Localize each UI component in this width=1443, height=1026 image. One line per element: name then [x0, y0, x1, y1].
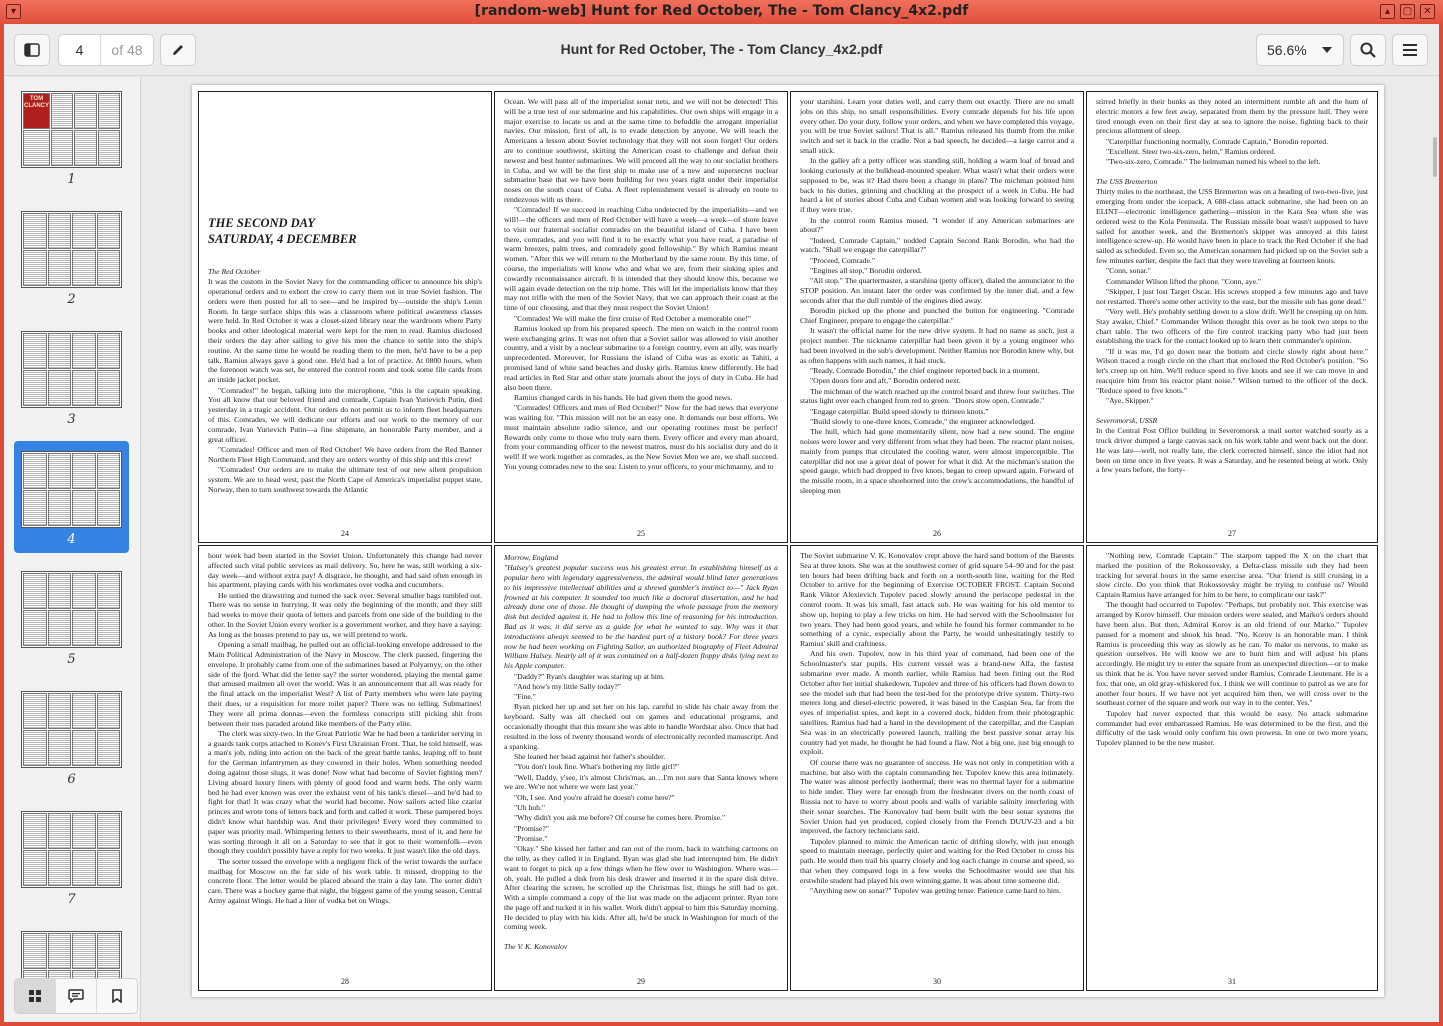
- paragraph: Thirty miles to the northeast, the USS Bremerton was on a heading of two-two-five, just emerging from under the icepack. A 688-class attack submarine, she had been on an ELINT—electronic intelligence gathering—mission in the Kara Sea when she was ordered west to the Kola Peninsula. The Russian missile boat wasn't supposed to have sailed for another week, and the Bremerton's skipper was annoyed at this latest intelligence screw-up. He would have been in place to track the Red October if she had sailed as scheduled. Even so, the American sonarmen had picked up on the Soviet sub a few minutes earlier, despite the fact that they were traveling at fourteen knots.: [1096, 187, 1368, 265]
- paragraph: "And how's my little Sally today?": [514, 681, 621, 691]
- page-number: 27: [1228, 529, 1236, 539]
- paragraph: "Promise?": [514, 823, 549, 833]
- paragraph: "Comrades! If we succeed in reaching Cuba undetected by the imperialists—and we will!—the officers and men of Red October will have a week—a week—of shore leave to visit our fraternal socialist comrades on the beautiful island of Cuba. I have been there, comrades, and you will find it to be exactly what you have read, a paradise of warm breezes, palm trees, and comradely good fellowship." By which Ramius meant women. "After this we will return to the Motherland by the same route. By this time, of course, the imperialists will know who and what we are, from their sinking spies and cowardly reconnaissance aircraft. It is intended that they should know this, because we will again evade detection on the trip home. This will let the imperialists know that they may not trifle with the men of the Soviet Navy, that we can approach their coast at the time of our choosing, and that they must respect the Soviet Union!: [504, 205, 778, 313]
- thumbnail-page-5[interactable]: [14, 561, 129, 673]
- thumbnail-label: 3: [67, 412, 76, 427]
- paragraph: "Conn, sonar.": [1106, 266, 1151, 276]
- thumbnails-view-button[interactable]: [15, 979, 56, 1013]
- paragraph: Ocean. We will pass all of the imperialist sonar nets, and we will not be detected! This will be a true test of our submarine and his capabilities. Our own ships will engage in a major exercise to locate us and at the same time to befuddle the arrogant imperialist navies. Our mission, first of all, is to evade detection by anyone. We will teach the Americans a lesson about Soviet technology that they will not soon forget! Our orders are to continue southwest, skirting the American coast to challenge and defeat their newest and best hunter submarines. We will proceed all the way to our socialist brothers in Cuba, and we will be the first ship to make use of a new and supersecret nuclear submarine base that we have been building for two years right under their imperialist noses on the south coast of Cuba. A fleet replenishment vessel is already en route to rendezvous with us there.: [504, 97, 778, 204]
- paragraph: "Comrades! We will make the first cruise of Red October a memorable one!": [514, 313, 751, 323]
- document-viewer[interactable]: [142, 77, 1439, 1022]
- sidebar-icon: [24, 43, 40, 57]
- bookmark-icon: [111, 989, 123, 1003]
- thumbnail-image: [21, 571, 122, 648]
- annotate-button[interactable]: [160, 34, 196, 66]
- paragraph: The clerk was sixty-two. In the Great Patriotic War he had been a tankrider serving in a guards tank corps attached to Konev's First Ukrainian Front. That, he told himself, was a man's job, riding into action on the back of the great battle tanks, leaping off to hunt for the German infantrymen as they cowered in their holes. When something needed doing against those slugs, it was done! Now what had become of Soviet fighting men? Living aboard luxury liners with plenty of good food and warm beds. The only warm bed he had ever known was over the exhaust vent of his tank's diesel—and he'd had to fight for that! It was crazy what the world had become. Now sailors acted like czarist princes and wrote tons of letters back and forth and called it work. These pampered boys didn't know what hardship was. And their privileges! Every word they committed to paper was priority mail. Whimpering letters to their sweethearts, most of it, and here he was sorting through it all on a Saturday to see that it got to their womenfolk—even though they couldn't possibly have a reply for two weeks. It just wasn't like the old days.: [208, 728, 482, 856]
- paragraph: Of course there was no guarantee of success. He was not only in competition with a machine, but also with the captain commanding her. Tupolev knew this area intimately. The water was almost perfectly isothermal; there was no thermal layer for a submarine to hide under. They were far enough from the freshwater rivers on the north coast of Russia not to have to worry about pools and walls of variable salinity interfering with their sonar searches. The Konovalov had been built with the best sonar systems the Soviet Union had yet produced, copied closely from the French DUUV-23 and a bit improved, the factory technicians said.: [800, 757, 1074, 836]
- paragraph: Tupolev had never expected that this would be easy. No attack submarine commander had ever embarrassed Ramius. He was determined to be the first, and the difficulty of the task would only confirm his own prowess. In one or two more years, Tupolev planned to be the new master.: [1096, 708, 1368, 748]
- paragraph: "Nothing new, Comrade Captain." The starpom tapped the X on the chart that marked the position of the Rokossovsky, a Delta-class missile sub they had been tracking for several hours in the same exercise area. "Our friend is still cruising in a slow circle. Do you think that Rokossovsky might be trying to confuse us? Would Captain Ramius have arranged for him to be here, to complicate our task?": [1096, 551, 1368, 600]
- paragraph: stirred briefly in their bunks as they noted an intermittent rumble aft and the hum of electric motors a few feet away, separated from them by the pressure hull. They were tired enough even on their first day at sea to ignore the noise, fighting back to their precious allotment of sleep.: [1096, 97, 1368, 136]
- paragraph: "Okay." She kissed her father and ran out of the room, back to watching cartoons on the telly, as they called it in England. Ryan was glad she had interrupted him. He didn't want to forget to pick up a few things when he flew over to Washington. Where was—oh, yeah. He pulled a disk from his desk drawer and inserted it in the spare disk drive. After clearing the screen, he scrolled up the Christmas list, things he still had to get. With a simple command a copy of the list was made on the adjacent printer. Ryan tore the page off and tucked it in his wallet. Work didn't appeal to him this Saturday morning. He decided to play with his kids. After all, he'd be stuck in Washington for much of the coming week.: [504, 844, 778, 932]
- maximize-button[interactable]: ▢: [1400, 4, 1415, 19]
- thumbnail-label: 4: [67, 532, 76, 547]
- paragraph: "Aye, Skipper.": [1106, 396, 1154, 406]
- paragraph: "Ready, Comrade Borodin," the chief engineer reported back in a moment.: [810, 366, 1040, 376]
- paragraph: Ryan picked her up and set her on his lap, careful to slide his chair away from the keyboard. Sally was all checked out on games and educational programs, and occasionally thought that this meant she was able to handle Wordstar also. Once that had resulted in the loss of twenty thousand words of electronically recorded manuscript. And a spanking.: [504, 702, 778, 751]
- pdf-page-30: [790, 545, 1084, 991]
- thumbnail-label: 1: [67, 172, 76, 187]
- paragraph: He untied the drawstring and turned the sack over. Several smaller bags tumbled out. There was no sense in hurrying. It was only the beginning of the month, and they still had weeks to move their quota of letters and parcels from one side of the building to the other. In the Soviet Union every worker is a government worker, and they have a saying: As long as the bosses pretend to pay us, we will pretend to work.: [208, 590, 482, 639]
- search-button[interactable]: [1350, 34, 1386, 66]
- paragraph: "Build slowly to one-three knots, Comrade," the engineer acknowledged.: [810, 417, 1036, 426]
- paragraph: Commander Wilson lifted the phone. "Conn, aye.": [1106, 276, 1262, 286]
- paragraph: "Why didn't you ask me before? Of course he comes here. Promise.": [514, 813, 726, 823]
- paragraph: Opening a small mailbag, he pulled out an official-looking envelope addressed to the Main Political Administration of the Navy in Moscow. The clerk paused, fingering the envelope. It probably came from one of the submarines based at Polyarnyy, on the other side of the fjord. What did the letter say? the sorter wondered, playing the mental game that amused mailmen all over the world. Was it an announcement that all was ready for the final attack on the imperialist West? A list of Party members who were late paying their dues, or a requisition for more toilet paper? There was no telling. Submarines! They were all prima donnas—even the formless conscripts still picking shit from between their toes paraded around like members of the Party elite.: [208, 640, 482, 728]
- paragraph: "Anything new on sonar?" Tupolev was getting tense. Patience came hard to him.: [810, 886, 1061, 896]
- thumbnail-page-3[interactable]: [14, 321, 129, 433]
- grid-icon: [28, 989, 42, 1003]
- thumbnail-image: [21, 331, 122, 408]
- thumbnail-image: [21, 691, 122, 768]
- pdf-page-29: [494, 545, 788, 991]
- section-heading: Severomorsk, USSR: [1096, 415, 1158, 425]
- paragraph: The michman of the watch reached up the control board and threw four switches. The status light over each changed from red to green. "Doors stow open, Comrade.": [800, 386, 1074, 406]
- paragraph: "If it was me, I'd go down near the bottom and circle slowly right about here." Wilson traced a rough circle on the chart that enclosed the Red October's position. "So let's creep up on him. We'll reduce speed to five knots and see if we can move in and reacquire him from his reactor plant noise." Wilson turned to the officer of the deck. "Reduce speed to five knots.": [1096, 346, 1368, 395]
- minimize-button[interactable]: ▴: [1380, 4, 1395, 19]
- section-heading: Morrow, England: [504, 553, 559, 562]
- window-title: [random-web] Hunt for Red October, The - Tom Clancy_4x2.pdf: [474, 3, 969, 19]
- thumbnail-image: [21, 451, 122, 528]
- paragraph: "Engage caterpillar. Build speed slowly to thirteen knots.": [810, 406, 989, 416]
- pdf-sheet: [192, 85, 1384, 997]
- thumbnail-label: 6: [67, 772, 76, 787]
- hamburger-icon: [1402, 43, 1418, 57]
- paragraph: In the Central Post Office building in Severomorsk a mail sorter watched sourly as a truck driver dumped a large canvas sack on his work table and went back out the door. He was late—well, not really late, the clerk corrected himself, since the idiot had not been on time once in five years. It was a Saturday, and he resented being at work. Only a few years before, the forty-: [1096, 426, 1368, 475]
- paragraph: "Daddy?" Ryan's daughter was staring up at him.: [514, 671, 665, 681]
- paragraph: "Proceed, Comrade.": [810, 255, 875, 265]
- thumbnail-page-2[interactable]: [14, 201, 129, 313]
- zoom-dropdown[interactable]: [1256, 34, 1344, 66]
- page-number: 30: [933, 977, 941, 987]
- paragraph: Tupolev planned to mimic the American tactic of drifting slowly, with just enough speed to maintain steerage, perfectly quiet and waiting for the Red October to cross his path. He would then trail his quarry closely and log each change in course and speed, so that when they compared logs in a few weeks the Schoolmaster would see that his erstwhile student had played his own winning game. It was about time someone did.: [800, 836, 1074, 885]
- paragraph: "Promise.": [514, 833, 548, 843]
- page-number: 28: [341, 977, 349, 987]
- sidebar-mode-switcher: [14, 978, 138, 1014]
- cover-thumbnail: [23, 93, 50, 129]
- page-number: 31: [1228, 977, 1236, 987]
- thumbnail-page-4[interactable]: [14, 441, 129, 553]
- paragraph: "Excellent. Steer two-six-zero, helm," Ramius ordered.: [1106, 146, 1276, 156]
- section-heading: The Red October: [208, 267, 261, 276]
- total-pages-label: of 48: [111, 42, 143, 58]
- pdf-page-25: [494, 91, 788, 543]
- annotations-view-button[interactable]: [56, 979, 97, 1013]
- search-icon: [1360, 42, 1376, 58]
- thumbnail-page-7[interactable]: [14, 801, 129, 913]
- paragraph: And his own. Tupolev, now in his third year of command, had been one of the Schoolmaster's star pupils. His current vessel was a brand-new Alfa, the fastest submarine ever made. A month earlier, while Ramius had been fitting out the Red October after her initial shakedown, Tupolev and three of his officers had flown down to see the model sub that had been the test-bed for the prototype drive system. Thirty-two meters long and diesel-electric powered, it was based in the Caspian Sea, far from the eyes of imperialist spies, and kept in a covered dock, hidden from their photographic satellites. Ramius had had a hand in the development of the caterpillar, and the Caspian Sea was in an electrically powered launch, trailing the best passive sonar array his country had yet made, he thought he had found a flaw. Not a big one, just big enough to exploit.: [800, 649, 1074, 757]
- paragraph: Borodin picked up the phone and punched the button for engineering. "Comrade Chief Engineer, prepare to engage the caterpillar.": [800, 306, 1074, 326]
- pdf-page-27: [1086, 91, 1378, 543]
- paragraph: The hull, which had gone momentarily silent, now had a new sound. The engine noises were lower and very different from what they had been. The reactor plant noises, mainly from pumps that circulated the cooling water, were almost imperceptible. The caterpillar did not use a great deal of power for what it did. At the michman's station the speed gauge, which had dropped to five knots, began to creep upward again. Forward of the missile room, in a space shoehorned into the crew's accommodations, the handful of sleeping men: [800, 427, 1074, 496]
- paragraph: "Comrades! Officer and men of Red October! We have orders from the Red Banner Northern Fleet High Command, and they are orders worthy of this ship and this crew!: [208, 444, 482, 464]
- paragraph: "You don't look fine. What's bothering my little girl?": [514, 762, 680, 772]
- window-titlebar: [0, 0, 1443, 24]
- paragraph: your starshini. Learn your duties well, and carry them out exactly. There are no small jobs on this ship, no small responsibilities. Every comrade depends for his life upon every other. Do your duty, follow your orders, and when we have completed this voyage, you will be true Soviet sailors! That is all." Ramius released his thumb from the mike switch and set it back in the cradle. Not a bad speech, he decided—a large carrot and a small stick.: [800, 97, 1074, 155]
- cover-author-line-2: CLANCY: [24, 103, 49, 109]
- pdf-page-31: [1086, 545, 1378, 991]
- paragraph: In the galley aft a petty officer was standing still, holding a warm loaf of bread and looking curiously at the bulkhead-mounted speaker. What wasn't what their orders were supposed to be, was it? Had there been a change in plans? The michman pointed him back to his duties, grinning and chuckling at the prospect of a week in Cuba. He had heard a lot of stories about Cuba and Cuban women and was looking forward to seeing if they were true.: [800, 156, 1074, 215]
- page-number: 26: [933, 529, 941, 539]
- paragraph: Ramius changed cards in his hands. He had given them the good news.: [514, 392, 733, 402]
- window-menu-button[interactable]: ▾: [6, 4, 21, 19]
- paragraph: Ramius looked up from his prepared speech. The men on watch in the control room were exchanging grins. It was not often that a Soviet sailor was allowed to visit another country, and a visit by a nuclear submarine to a foreign country, even an ally, was nearly unprecedented. Moreover, for Russians the island of Cuba was as exotic as Tahiti, a promised land of white sand beaches and dusky girls. Ramius knew differently. He had read articles in Red Star and other state journals about the joys of duty in Cuba. He had also been there.: [504, 323, 778, 392]
- chevron-down-icon: [1321, 46, 1333, 54]
- paragraph: "All stop." The quartermaster, a starshina (petty officer), dialed the annunciator to the STOP position. An instant later the order was confirmed by the inner dial, and a few seconds after that the dull rumble of the engines died away.: [800, 276, 1074, 305]
- paragraph: "Two-six-zero, Comrade." The helmsman turned his wheel to the left.: [1106, 157, 1321, 167]
- page-selector: [58, 34, 154, 66]
- paragraph: "Engines all stop," Borodin ordered.: [810, 266, 922, 276]
- thumbnail-label: 2: [67, 292, 76, 307]
- vertical-scrollbar[interactable]: [1433, 137, 1437, 177]
- paragraph: "Comrades!" he began, talking into the microphone, "this is the captain speaking. You all know that our beloved friend and comrade, Captain Ivan Yurievich Putin, died yesterday in a tragic accident. Our orders do not permit us to inform fleet headquarters of this. Comrades, we will dedicate our efforts and our work to the memory of our comrade, Ivan Yurievich Putin—a fine shipmate, an honorable Party member, and a great officer.: [208, 385, 482, 444]
- paragraph: "Uh huh.": [514, 802, 546, 812]
- paragraph: The sorter tossed the envelope with a negligent flick of the wrist towards the surface mailbag for Moscow on the far side of his work table. It missed, dropping to the concrete floor. The letter would be placed aboard the train a day late. The sorter didn't care. There was a hockey game that night, the biggest game of the young season, Central Army against Wings. He had a liter of vodka bet on Wings.: [208, 856, 482, 905]
- current-page-input[interactable]: 4: [59, 35, 101, 65]
- cover-author-line-1: TOM: [29, 96, 44, 102]
- paragraph: "Oh, I see. And you're afraid he doesn't come here?": [514, 792, 675, 802]
- paragraph: "Comrades! Officers and men of Red October!" Now for the bad news that everyone was waiting for. "This mission will not be an easy one. It demands our best efforts. We must maintain absolute radio silence, and our operating routines must be perfect! Rewards only come to those who truly earn them. Every officer and every man aboard, from your commanding officer to the newest matros, must do his socialist duty and do it well! If we work together as comrades, as the New Soviet Men we are, we shall succeed. You young comrades new to the sea: Listen to your officers, to your michmanny, and to: [504, 403, 778, 471]
- page-number: 29: [637, 977, 645, 987]
- pdf-page-26: [790, 91, 1084, 543]
- thumbnail-image: [21, 91, 122, 168]
- chapter-date: SATURDAY, 4 DECEMBER: [208, 232, 357, 246]
- paragraph: She leaned her head against her father's shoulder.: [514, 751, 666, 761]
- paragraph: "Fine.": [514, 692, 536, 702]
- thumbnail-image: [21, 811, 122, 888]
- thumbnail-page-1[interactable]: [14, 81, 129, 193]
- paragraph: "Open doors fore and aft," Borodin ordered next.: [810, 376, 961, 386]
- paragraph: "Indeed, Comrade Captain," nodded Captain Second Rank Borodin, who had the watch. "Shall we engage the caterpillar?": [800, 235, 1074, 255]
- header-bar: [4, 24, 1439, 76]
- main-menu-button[interactable]: [1392, 34, 1428, 66]
- paragraph: hour week had been started in the Soviet Union. Unfortunately this change had never affected such vital public services as mail delivery. So, here he was, still working a six-day week—and without extra pay! A disgrace, he thought, and had said often enough in his apartment, playing cards with his workmates over vodka and cucumbers.: [208, 551, 482, 590]
- paragraph: The thought had occurred to Tupolev. "Perhaps, but probably not. This exercise was arranged by Korov himself. Our mission orders were sealed, and Marko's orders should have been also. But then, Admiral Korov is an old friend of our Marko." Tupolev paused for a moment and shook his head. "No. Korov is an honorable man. I think Ramius is proceeding this way as slowly as he can. To make us nervous, to make us question ourselves. He will know we are to hunt him and will adjust his plans accordingly. He might try to enter the square from an unexpected direction—or to make us think that he is. You have never served under Ramius, Comrade Lieutenant. He is a fox, that one, an old gray-whiskered fox. I think we will continue to patrol as we are for another four hours. If we have not yet acquired him then, we will cross over to the southeast corner of the square and work our way in to the center. Yes.": [1096, 600, 1368, 708]
- paragraph: "Caterpillar functioning normally, Comrade Captain," Borodin reported.: [1106, 136, 1329, 146]
- thumbnail-page-6[interactable]: [14, 681, 129, 793]
- paragraph: "Comrades! Our orders are to make the ultimate test of our new silent propulsion system. We are to head west, past the North Cape of America's imperialist puppet state, Norway, then to turn southwest towards the Atlantic: [208, 464, 482, 494]
- page-number: 24: [341, 529, 349, 539]
- paragraph: It was the custom in the Soviet Navy for the commanding officer to announce his ship's operational orders and to exhort the crew to carry them out in true Soviet fashion. The orders were then posted for all to see—and be inspired by—outside the ship's Lenin Room. In large surface ships this was a classroom where political awareness classes were held. In Red October it was a closet-sized library near the wardroom where Party books and other ideological material were kept for the men to read. Ramius disclosed their orders the day after sailing to give his men the chance to settle into the ship's routine. At the same time he would be reading them to the men, he'd have to be a pep talk. Ramius always gave a good one. He'd had a lot of practice. At 0800 hours, when the forenoon watch was set, he entered the control room and took some file cards from an inside jacket pocket.: [208, 277, 482, 385]
- section-heading: The USS Bremerton: [1096, 177, 1158, 187]
- app-window: [4, 24, 1439, 1022]
- pdf-page-24: [198, 91, 492, 543]
- thumbnail-label: 5: [67, 652, 76, 667]
- page-number: 25: [637, 529, 645, 539]
- document-title: Hunt for Red October, The - Tom Clancy_4x2.pdf: [560, 41, 883, 57]
- paragraph: "Well, Daddy, y'see, it's almost Chris'mas, an…I'm not sure that Santa knows where we are. We're not where we were last year.": [504, 772, 778, 792]
- paragraph: The Soviet submarine V. K. Konovalov crept above the hard sand bottom of the Barents Sea at three knots. She was at the southwest corner of grid square 54–90 and for the past ten hours had been drifting back and forth on a north-south line, waiting for the Red October to arrive for the beginning of Exercise OCTOBER FROST. Captain Second Rank Viktor Alexievich Tupolev paced slowly around the periscope pedestal in the control room. It was his small, fast attack sub. He was waiting for his old mentor to show up, hoping to play a few tricks on him. He had served with the Schoolmaster for two years. They had been good years, and while he found his former commander to be something of a cynic, especially about the Party, he would unhesitatingly testify to Ramius' skill and craftiness.: [800, 551, 1074, 649]
- close-button[interactable]: ✕: [1420, 4, 1435, 19]
- zoom-level: 56.6%: [1267, 42, 1307, 58]
- bookmarks-view-button[interactable]: [97, 979, 137, 1013]
- chapter-title: THE SECOND DAY: [208, 216, 315, 230]
- paragraph: It wasn't the official name for the new drive system. It had no name as such, just a project number. The nickname caterpillar had been given it by a young engineer who had been involved in the sub's development. Neither Ramius nor Borodin knew why, but as often happens with such names, it had stuck.: [800, 326, 1074, 365]
- pdf-page-28: [198, 545, 492, 991]
- chapter-heading: [208, 215, 482, 247]
- comment-icon: [68, 989, 84, 1003]
- toggle-sidebar-button[interactable]: [14, 34, 50, 66]
- thumbnail-image: [21, 211, 122, 288]
- paragraph: "Very well. He's probably settling down to a slow drift. We'll be creeping up on him. Stay awake, Chief." Commander Wilson thought this over as he took two steps to the chart table. The two officers of the fire control tracking party who had just been establishing the track for the contact looked up to learn their commander's opinion.: [1096, 306, 1368, 346]
- section-heading: The V. K. Konovalov: [504, 942, 568, 952]
- paragraph: In the control room Ramius mused. "I wonder if any American submarines are about?": [800, 215, 1074, 235]
- thumbnail-label: 7: [67, 892, 76, 907]
- paragraph: "Skipper, I just lost Target Oscar. His screws stopped a few minutes ago and have not restarted. There's some other activity to the east, but the missile sub has gone dead.": [1096, 286, 1368, 306]
- paragraph: "Halsey's greatest popular success was his greatest error. In establishing himself as a popular hero with legendary aggressiveness, the admiral would blind later generations to his impressive intellectual abilities and a shrewd gambler's instinct to—" Jack Ryan frowned at his computer. It sounded too much like a doctoral dissertation, and he had already done one of those. He thought of dumping the whole passage from the memory disk but decided against it. He had to follow this line of reasoning for his introduction. Bad as it was, it did serve as a guide for what he wanted to say. Why was it that introductions always seemed to be the hardest part of a history book? For three years now he had been working on Fighting Sailor, an authorized biography of Fleet Admiral William Halsey. Nearly all of it was contained on a half-dozen floppy disks lying next to his Apple computer.: [504, 563, 778, 671]
- thumbnail-sidebar: [4, 77, 141, 1022]
- pencil-icon: [170, 42, 186, 58]
